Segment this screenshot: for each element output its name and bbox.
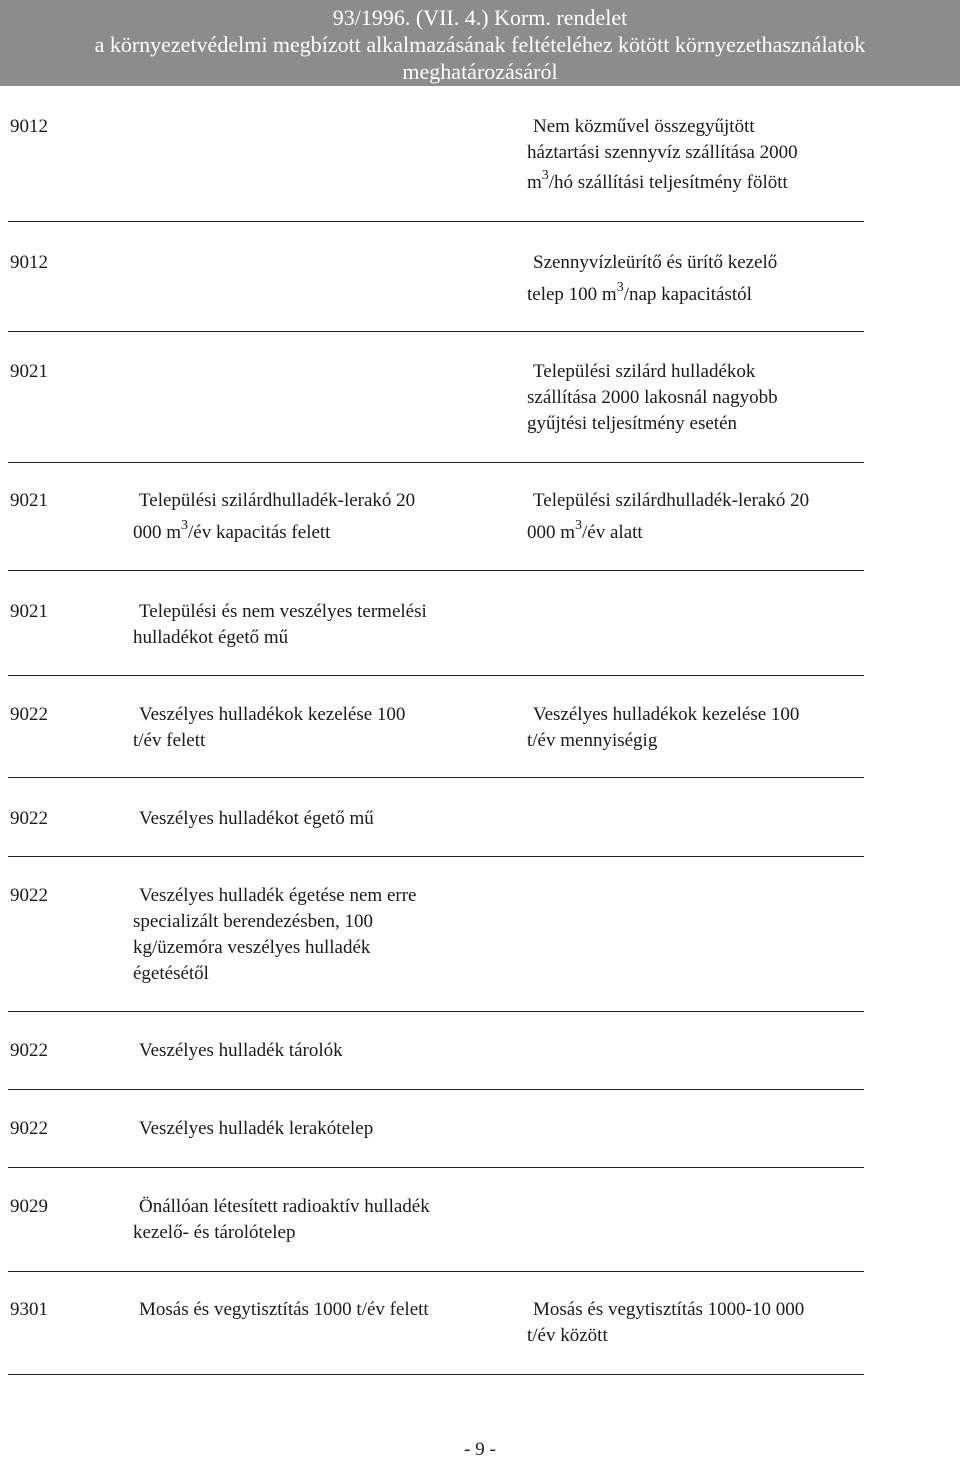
row-code: 9029 — [10, 1196, 48, 1217]
row-code: 9021 — [10, 601, 48, 622]
header-title: 93/1996. (VII. 4.) Korm. rendelet — [332, 5, 628, 30]
row-code: 9012 — [10, 116, 48, 137]
row-threshold-a: Veszélyes hulladék lerakótelep — [139, 1118, 374, 1139]
row-divider — [8, 221, 864, 222]
row-threshold-a: Önállóan létesített radioaktív hulladék kezelő- és tárolótelep — [133, 1196, 430, 1243]
row-divider — [8, 675, 864, 676]
header-subtitle-line1: a környezetvédelmi megbízott alkalmazásának feltételéhez kötött környezethasználatok — [94, 32, 866, 57]
row-divider — [8, 856, 864, 857]
row-divider — [8, 1011, 864, 1012]
row-divider — [8, 777, 864, 778]
row-divider — [8, 1374, 864, 1375]
row-threshold-a: Települési szilárdhulladék-lerakó 20 000 $m^3/év$ kapacitás felett — [133, 490, 416, 543]
document-header — [0, 0, 960, 86]
row-threshold-a: Veszélyes hulladékot égető mű — [139, 808, 374, 829]
row-divider — [8, 570, 864, 571]
row-divider — [8, 331, 864, 332]
row-code: 9022 — [10, 1040, 48, 1061]
row-divider — [8, 462, 864, 463]
row-threshold-a: Veszélyes hulladékok kezelése 100 t/év felett — [133, 704, 406, 751]
row-threshold-b: Települési szilárd hulladékok szállítása 2000 lakosnál nagyobb gyűjtési teljesítmény esetén — [527, 361, 778, 434]
row-threshold-b: Szennyvízleürítő és ürítő kezelő telep 100 $m^3$/nap kapacitástól — [527, 252, 778, 305]
row-threshold-b: Nem közművel összegyűjtött háztartási szennyvíz szállítása 2000 $m^3/hó$ szállítási teljesítmény fölött — [527, 116, 798, 193]
row-divider — [8, 1271, 864, 1272]
row-threshold-a: Veszélyes hulladék égetése nem erre specializált berendezésben, 100 kg/üzemóra veszélyes hulladék égetésétől — [133, 885, 417, 984]
row-threshold-a: Települési és nem veszélyes termelési hulladékot égető mű — [133, 601, 427, 648]
row-code: 9022 — [10, 704, 48, 725]
row-code: 9021 — [10, 361, 48, 382]
row-code: 9022 — [10, 885, 48, 906]
row-divider — [8, 1167, 864, 1168]
row-threshold-b: Települési szilárdhulladék-lerakó 20 000 $m^3/év$ alatt — [527, 490, 810, 543]
row-code: 9022 — [10, 1118, 48, 1139]
row-code: 9021 — [10, 490, 48, 511]
row-code: 9022 — [10, 808, 48, 829]
row-threshold-b: Veszélyes hulladékok kezelése 100 t/év mennyiségig — [527, 704, 800, 751]
row-code: 9301 — [10, 1299, 48, 1320]
header-subtitle-line2: meghatározásáról — [402, 59, 558, 84]
row-threshold-a: Mosás és vegytisztítás 1000 t/év felett — [139, 1299, 429, 1320]
page-number: - 9 - — [464, 1439, 496, 1460]
row-threshold-b: Mosás és vegytisztítás 1000-10 000 t/év között — [527, 1299, 805, 1346]
row-threshold-a: Veszélyes hulladék tárolók — [139, 1040, 343, 1061]
row-divider — [8, 1089, 864, 1090]
row-code: 9012 — [10, 252, 48, 273]
